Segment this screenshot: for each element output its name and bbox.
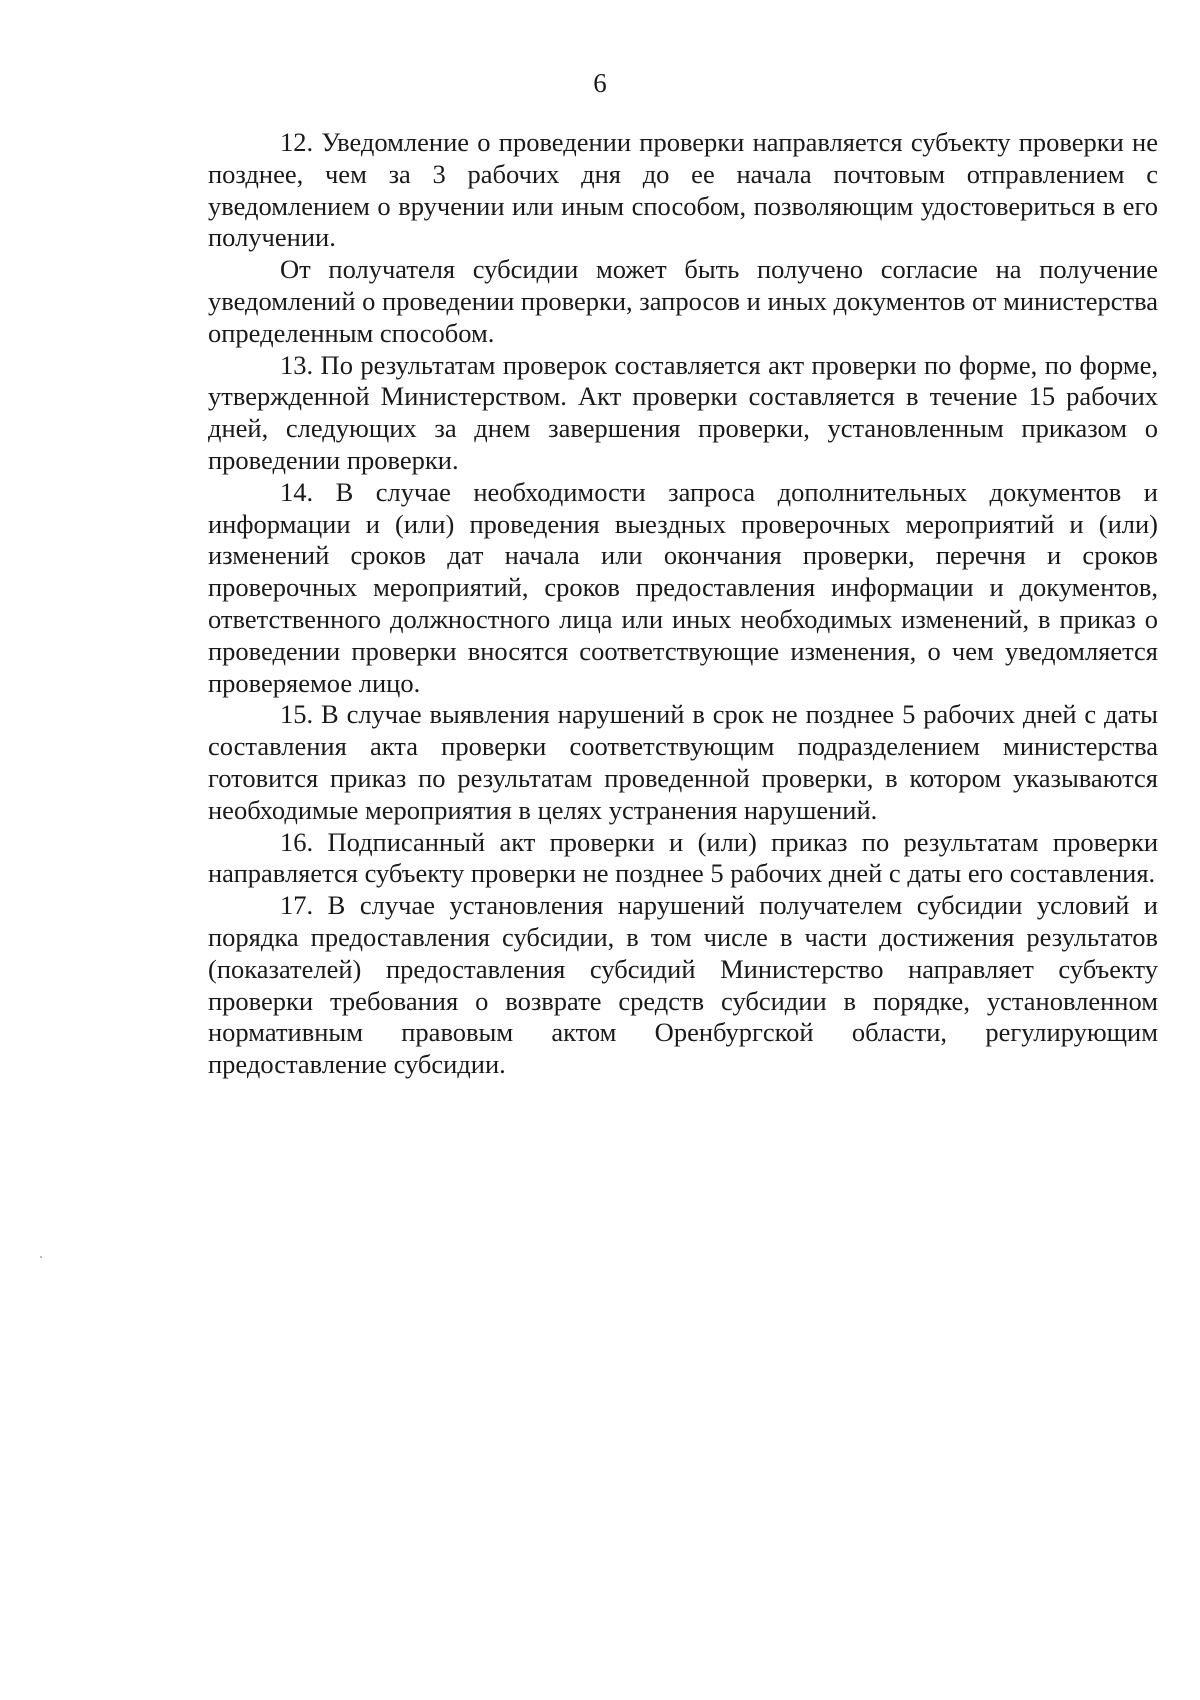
- paragraph-14: 14. В случае необходимости запроса дополнительных документов и информации и (или) проведения выездных проверочных мероприятий и (или) изменений сроков дат начала или окончания проверки, перечня и сроков проверочных мероприятий, сроков предоставления информации и документов, ответственного должностного лица или иных необходимых изменений, в приказ о проведении проверки вносятся соответствующие изменения, о чем уведомляется проверяемое лицо.: [208, 476, 1158, 698]
- paragraph-12: 12. Уведомление о проведении проверки направляется субъекту проверки не позднее, чем за 3 рабочих дня до ее начала почтовым отправлением с уведомлением о вручении или иным способом, позволяющим удостовериться в его получении.: [208, 127, 1158, 253]
- paragraph-17: 17. В случае установления нарушений получателем субсидии условий и порядка предоставления субсидии, в том числе в части достижения результатов (показателей) предоставления субсидий Министерство направляет субъекту проверки требования о возврате средств субсидии в порядке, установленном нормативным правовым актом Оренбургской области, регулирующим предоставление субсидии.: [208, 890, 1158, 1080]
- paragraph-consent: От получателя субсидии может быть получено согласие на получение уведомлений о проведении проверки, запросов и иных документов от министерства определенным способом.: [208, 254, 1159, 348]
- scan-speck: [40, 1256, 42, 1258]
- document-body: [208, 127, 1158, 1081]
- page-number: 6: [593, 68, 607, 98]
- paragraph-13: 13. По результатам проверок составляется акт проверки по форме, по форме, утвержденной Министерством. Акт проверки составляется в течение 15 рабочих дней, следующих за днем завершения проверки, установленным приказом о проведении проверки.: [208, 349, 1158, 475]
- paragraph-16: 16. Подписанный акт проверки и (или) приказ по результатам проверки направляется субъекту проверки не позднее 5 рабочих дней с даты его составления.: [208, 826, 1158, 889]
- paragraph-15: 15. В случае выявления нарушений в срок не позднее 5 рабочих дней с даты составления акта проверки соответствующим подразделением министерства готовится приказ по результатам проведенной проверки, в котором указываются необходимые мероприятия в целях устранения нарушений.: [208, 699, 1158, 825]
